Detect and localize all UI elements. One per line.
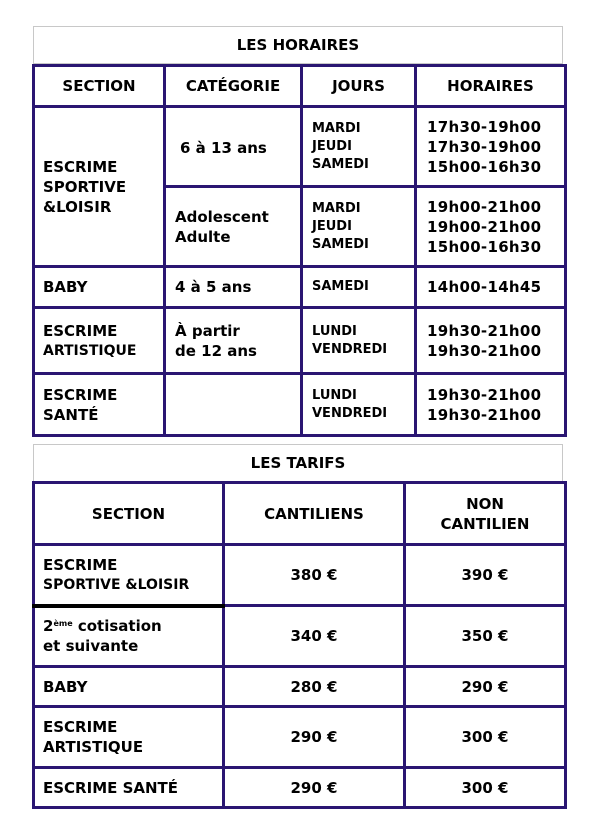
table-row bbox=[34, 667, 566, 707]
horaire-line: 19h30-21h00 bbox=[427, 321, 542, 340]
section-cell bbox=[34, 667, 224, 707]
horaires-header-row bbox=[34, 66, 566, 107]
section-num: 2 bbox=[43, 617, 54, 636]
section-cell bbox=[34, 545, 224, 606]
jour-line: JEUDI bbox=[312, 138, 352, 154]
price-cantiliens: 280 € bbox=[224, 667, 405, 707]
categorie-line: de 12 ans bbox=[175, 341, 257, 360]
section-line: ARTISTIQUE bbox=[43, 738, 144, 756]
horaires-cell bbox=[416, 107, 566, 187]
section-line: ESCRIME bbox=[43, 718, 118, 736]
jours-cell bbox=[302, 267, 416, 308]
section-cell bbox=[34, 107, 165, 267]
section-line: ARTISTIQUE bbox=[43, 342, 137, 359]
section-line: ESCRIME bbox=[43, 385, 118, 404]
header-section: SECTION bbox=[34, 483, 224, 545]
table-row bbox=[34, 606, 566, 667]
horaire-line: 15h00-16h30 bbox=[427, 157, 542, 176]
horaire-line: 17h30-19h00 bbox=[427, 117, 542, 136]
price-cantiliens: 380 € bbox=[224, 545, 405, 606]
price-non-cantilien: 290 € bbox=[405, 667, 566, 707]
jour-line: VENDREDI bbox=[312, 341, 388, 357]
table-row bbox=[34, 374, 566, 436]
categorie-cell bbox=[165, 107, 302, 187]
horaire-line: 19h00-21h00 bbox=[427, 217, 542, 236]
jour-line: LUNDI bbox=[312, 323, 357, 339]
table-row bbox=[34, 768, 566, 808]
header-cantiliens: CANTILIENS bbox=[224, 483, 405, 545]
section-cell bbox=[34, 308, 165, 374]
header-line: CANTILIEN bbox=[440, 514, 530, 533]
jours-cell bbox=[302, 374, 416, 436]
categorie-line: 6 à 13 ans bbox=[180, 139, 267, 157]
header-categorie: CATÉGORIE bbox=[165, 66, 302, 107]
price-cantiliens: 340 € bbox=[224, 606, 405, 667]
tarifs-title bbox=[33, 444, 563, 482]
section-line: SANTÉ bbox=[43, 405, 99, 424]
jour-line: VENDREDI bbox=[312, 405, 388, 421]
section-cell bbox=[34, 606, 224, 667]
horaire-line: 19h30-21h00 bbox=[427, 405, 542, 424]
categorie-cell bbox=[165, 308, 302, 374]
horaires-cell bbox=[416, 374, 566, 436]
horaire-line: 19h30-21h00 bbox=[427, 385, 542, 404]
header-section: SECTION bbox=[34, 66, 165, 107]
tarifs-title-text: LES TARIFS bbox=[250, 454, 346, 472]
section-cell bbox=[34, 267, 165, 308]
jour-line: LUNDI bbox=[312, 387, 357, 403]
tarifs-header-row bbox=[34, 483, 566, 545]
price-non-cantilien: 390 € bbox=[405, 545, 566, 606]
categorie-line: 4 à 5 ans bbox=[175, 278, 252, 296]
categorie-line: À partir bbox=[175, 321, 240, 340]
table-row bbox=[34, 707, 566, 768]
table-row bbox=[34, 267, 566, 308]
horaires-cell bbox=[416, 308, 566, 374]
section-cell bbox=[34, 707, 224, 768]
horaire-line: 19h30-21h00 bbox=[427, 341, 542, 360]
section-line: ESCRIME bbox=[43, 321, 118, 340]
section-cell bbox=[34, 374, 165, 436]
header-line: NON bbox=[466, 494, 504, 513]
price-cantiliens: 290 € bbox=[224, 707, 405, 768]
jours-cell bbox=[302, 107, 416, 187]
horaire-line: 15h00-16h30 bbox=[427, 237, 542, 256]
section-line: et suivante bbox=[43, 637, 139, 656]
price-non-cantilien: 300 € bbox=[405, 768, 566, 808]
tarifs-table bbox=[32, 481, 567, 809]
section-sup: ème bbox=[53, 619, 73, 629]
section-line: ESCRIME bbox=[43, 157, 118, 176]
section-line: cotisation bbox=[72, 617, 162, 636]
jour-line: SAMEDI bbox=[312, 156, 369, 172]
price-non-cantilien: 300 € bbox=[405, 707, 566, 768]
table-row bbox=[34, 308, 566, 374]
jour-line: SAMEDI bbox=[312, 279, 369, 294]
section-line: BABY bbox=[43, 278, 88, 296]
jours-cell bbox=[302, 308, 416, 374]
header-jours: JOURS bbox=[302, 66, 416, 107]
section-line: SPORTIVE bbox=[43, 177, 127, 196]
horaires-title-text: LES HORAIRES bbox=[236, 36, 360, 54]
header-non-cantilien bbox=[405, 483, 566, 545]
header-horaires: HORAIRES bbox=[416, 66, 566, 107]
table-row bbox=[34, 545, 566, 606]
price-cantiliens: 290 € bbox=[224, 768, 405, 808]
section-cell bbox=[34, 768, 224, 808]
horaires-title bbox=[33, 26, 563, 64]
horaire-line: 17h30-19h00 bbox=[427, 137, 542, 156]
categorie-cell bbox=[165, 187, 302, 267]
section-line: SPORTIVE &LOISIR bbox=[43, 576, 190, 593]
horaire-line: 19h00-21h00 bbox=[427, 197, 542, 216]
horaires-table bbox=[32, 64, 567, 437]
jour-line: SAMEDI bbox=[312, 236, 369, 252]
jour-line: JEUDI bbox=[312, 218, 352, 234]
jours-cell bbox=[302, 187, 416, 267]
categorie-line: Adolescent bbox=[175, 207, 269, 226]
horaires-cell bbox=[416, 267, 566, 308]
categorie-cell bbox=[165, 267, 302, 308]
section-line: ESCRIME SANTÉ bbox=[43, 778, 179, 797]
table-row bbox=[34, 107, 566, 187]
horaires-cell bbox=[416, 187, 566, 267]
categorie-cell-empty bbox=[165, 374, 302, 436]
categorie-line: Adulte bbox=[175, 227, 231, 246]
section-line: &LOISIR bbox=[43, 197, 112, 216]
section-line: BABY bbox=[43, 677, 88, 696]
jour-line: MARDI bbox=[312, 120, 361, 136]
horaire-line: 14h00-14h45 bbox=[427, 278, 542, 296]
jour-line: MARDI bbox=[312, 200, 361, 216]
section-line: ESCRIME bbox=[43, 555, 118, 574]
price-non-cantilien: 350 € bbox=[405, 606, 566, 667]
